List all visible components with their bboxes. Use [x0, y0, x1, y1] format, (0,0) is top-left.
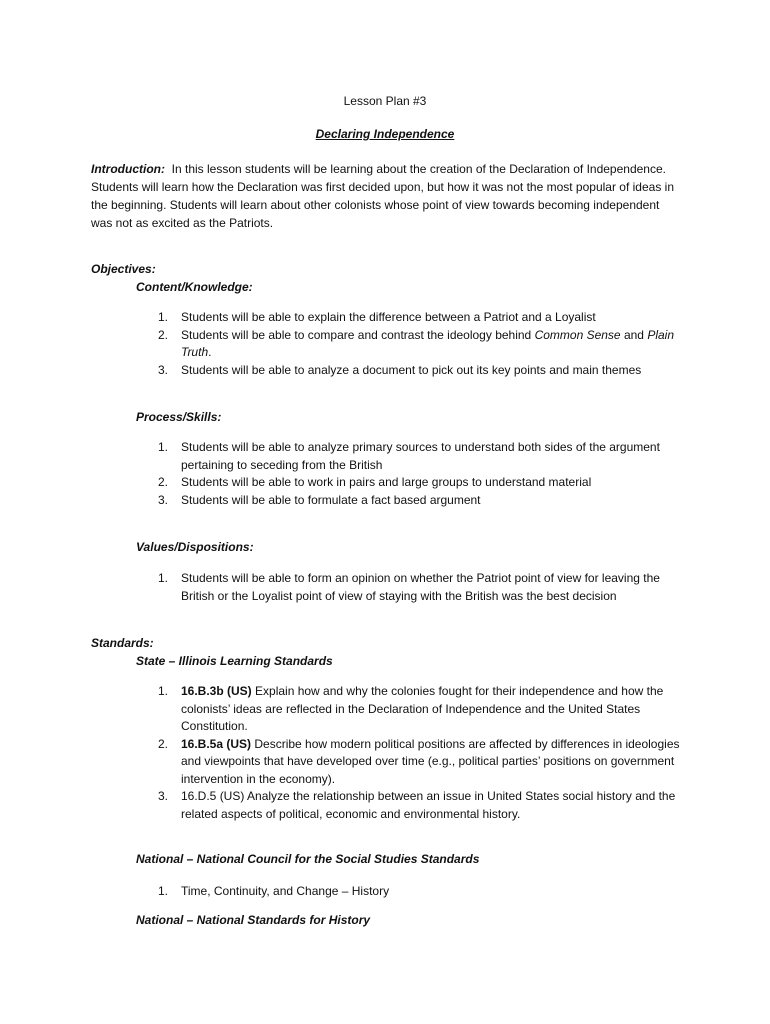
list-item — [158, 788, 691, 823]
list-item-text: Explain how and why the colonies fought for their independence and how the colonists’ ideas are reflected in the Declaration of Independence and the United States Constitution. — [181, 684, 664, 733]
list-number: 1. — [158, 571, 169, 585]
list-item-text: Students will be able to formulate a fact based argument — [181, 492, 481, 507]
list-item-text: Describe how modern political positions are affected by differences in ideologies and viewpoints that have developed over time (e.g., political parties’ positions on government intervention in the economy). — [181, 736, 680, 786]
list-item-text: Time, Continuity, and Change – History — [181, 884, 390, 898]
list-number: 2. — [158, 475, 169, 489]
list-item-text: Students will be able to compare and contrast the ideology behind — [181, 327, 535, 342]
list-item — [158, 327, 691, 362]
list-number: 1. — [158, 884, 169, 898]
list-item-text: and — [620, 327, 648, 342]
list-item — [158, 883, 691, 901]
introduction-label: Introduction: — [91, 162, 165, 176]
content-knowledge-list — [158, 309, 691, 379]
objectives-heading: Objectives: — [91, 262, 156, 276]
list-item — [158, 362, 691, 380]
list-item — [158, 474, 691, 492]
list-number: 2. — [158, 327, 169, 342]
list-item — [158, 492, 691, 510]
list-number: 3. — [158, 362, 169, 377]
values-dispositions-heading: Values/Dispositions: — [136, 540, 254, 554]
list-item — [158, 570, 691, 605]
state-standards-list — [158, 683, 691, 823]
book-title-plain-truth: Plain Truth — [181, 327, 674, 359]
list-item — [158, 439, 691, 474]
list-item — [158, 736, 691, 789]
standard-code: 16.B.3b (US) — [181, 684, 252, 698]
list-item-text: Students will be able to analyze a document to pick out its key points and main themes — [181, 362, 642, 377]
content-knowledge-heading: Content/Knowledge: — [136, 280, 253, 294]
list-number: 1. — [158, 440, 169, 454]
introduction-text: In this lesson students will be learning about the creation of the Declaration of Independence. Students will learn how the Declaration was first decided upon, but how it was not the most popular of ideas in the beginning. Students will learn about other colonists whose point of view towards becoming independent was not as excited as the Patriots. — [91, 162, 674, 230]
list-item-text: Students will be able to analyze primary sources to understand both sides of the argument pertaining to seceding from the British — [181, 440, 660, 472]
ncss-standards-heading: National – National Council for the Social Studies Standards — [136, 852, 480, 866]
process-skills-list — [158, 439, 691, 509]
state-standards-heading: State – Illinois Learning Standards — [136, 654, 333, 668]
list-item — [158, 309, 691, 327]
process-skills-heading: Process/Skills: — [136, 410, 222, 424]
list-item-text: Students will be able to work in pairs and large groups to understand material — [181, 475, 592, 489]
nsh-standards-heading: National – National Standards for History — [136, 913, 371, 927]
list-item — [158, 683, 691, 736]
introduction-paragraph — [91, 160, 681, 232]
standard-code: 16.B.5a (US) — [181, 736, 252, 751]
page-title: Lesson Plan #3 — [343, 94, 427, 108]
list-number: 3. — [158, 492, 169, 507]
list-item-text: . — [208, 345, 212, 359]
book-title-common-sense: Common Sense — [534, 327, 621, 342]
lesson-subtitle: Declaring Independence — [315, 127, 455, 141]
list-number: 1. — [158, 684, 169, 698]
values-dispositions-list — [158, 570, 691, 605]
ncss-standards-list — [158, 883, 691, 901]
standards-heading: Standards: — [91, 636, 154, 650]
list-number: 1. — [158, 310, 169, 324]
list-number: 3. — [158, 789, 169, 803]
list-item-text: Students will be able to explain the difference between a Patriot and a Loyalist — [181, 310, 596, 324]
list-item-text: 16.D.5 (US) Analyze the relationship between an issue in United States social history and the related aspects of political, economic and environmental history. — [181, 789, 676, 821]
list-item-text: Students will be able to form an opinion on whether the Patriot point of view for leaving the British or the Loyalist point of view of staying with the British was the best decision — [181, 571, 660, 603]
list-number: 2. — [158, 736, 169, 751]
